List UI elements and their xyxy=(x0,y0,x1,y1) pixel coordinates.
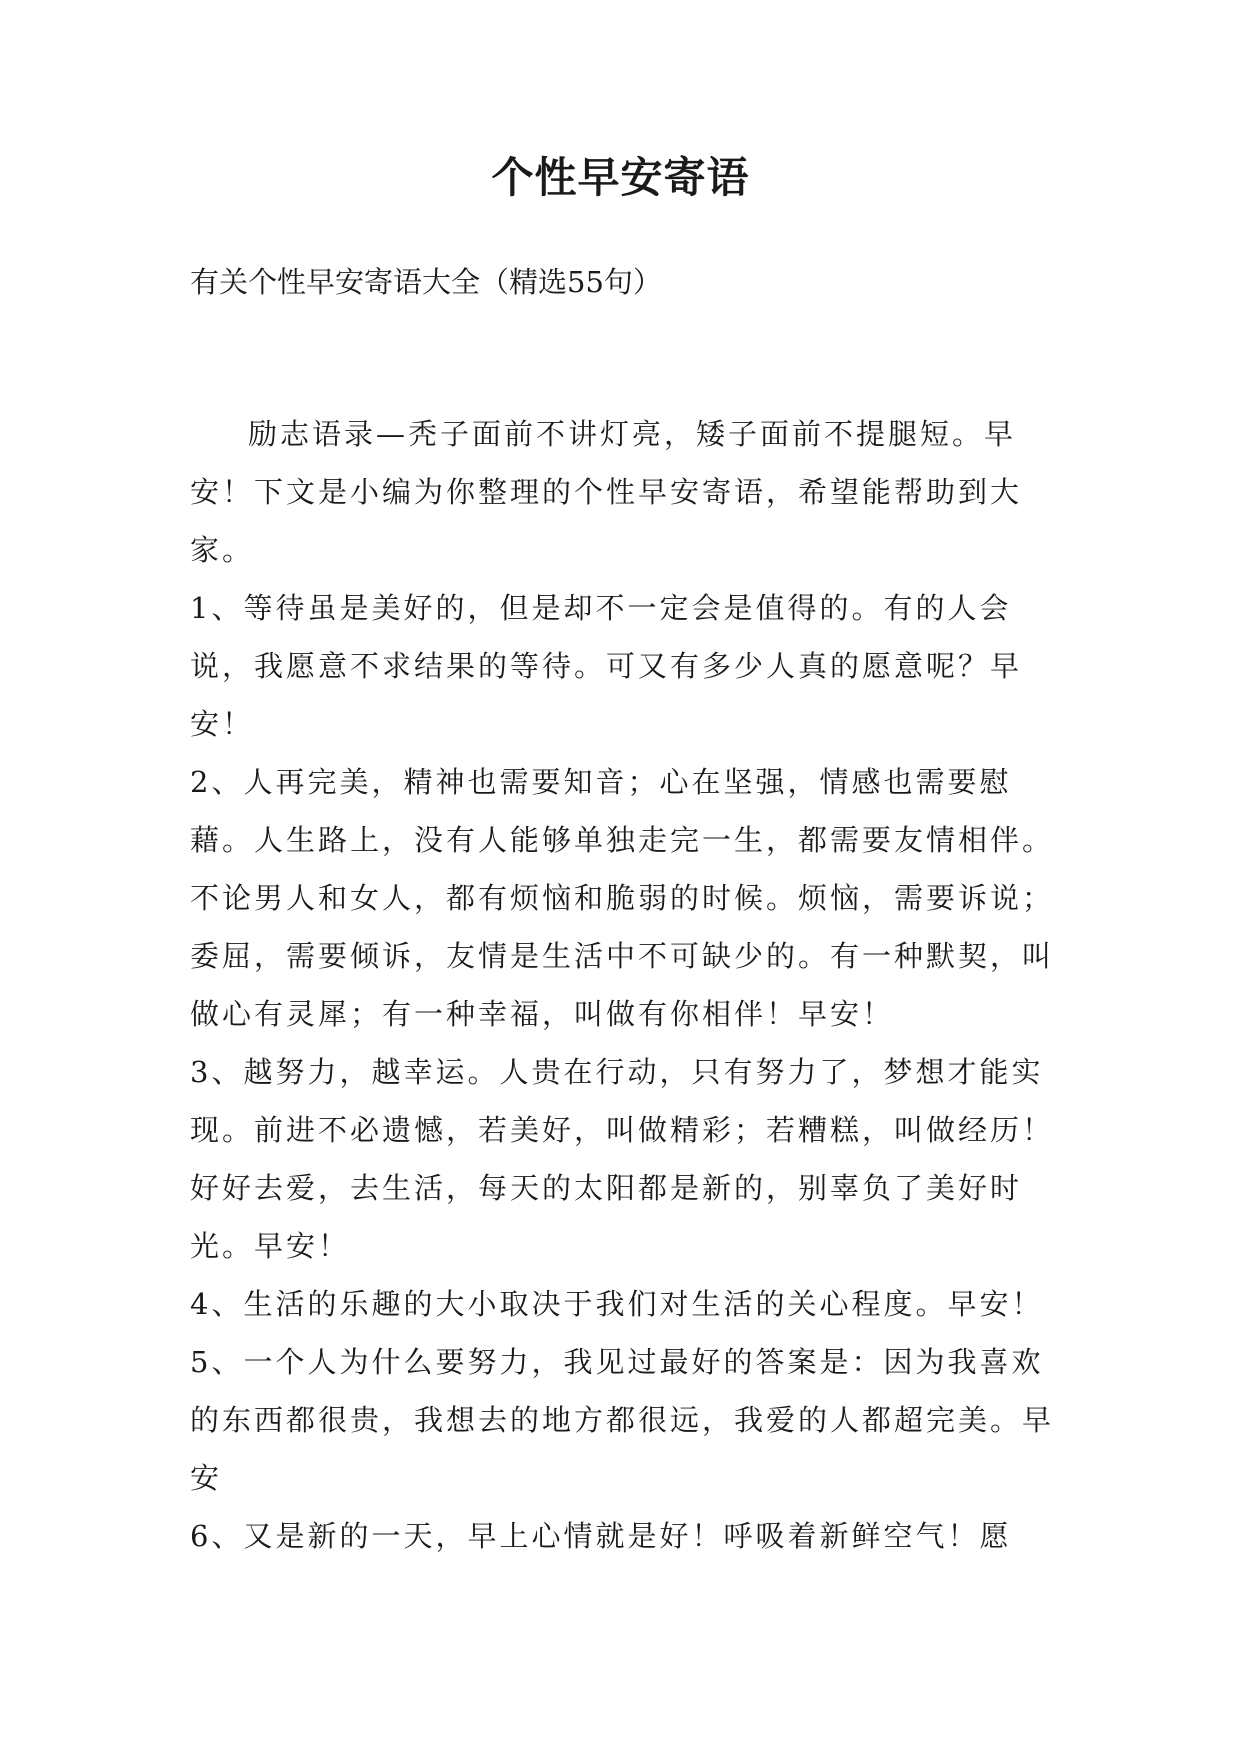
list-item: 3、越努力，越幸运。人贵在行动，只有努力了，梦想才能实现。前进不必遗憾，若美好，叫做精彩；若糟糕，叫做经历！好好去爱，去生活，每天的太阳都是新的，别辜负了美好时光。早安！ xyxy=(190,1055,1055,1263)
list-item: 6、又是新的一天，早上心情就是好！呼吸着新鲜空气！愿 xyxy=(190,1519,1012,1553)
page-title: 个性早安寄语 xyxy=(491,153,750,202)
list-item: 1、等待虽是美好的，但是却不一定会是值得的。有的人会说，我愿意不求结果的等待。可又有多少人真的愿意呢？早安！ xyxy=(190,591,1023,741)
intro-paragraph: 励志语录—秃子面前不讲灯亮，矮子面前不提腿短。早安！下文是小编为你整理的个性早安寄语，希望能帮助到大家。 xyxy=(190,417,1023,567)
list-item: 5、一个人为什么要努力，我见过最好的答案是：因为我喜欢的东西都很贵，我想去的地方都很远，我爱的人都超完美。早安 xyxy=(190,1345,1055,1495)
document-subtitle: 有关个性早安寄语大全（精选55句） xyxy=(190,265,662,299)
document-body xyxy=(190,405,1070,1565)
list-item: 2、人再完美，精神也需要知音；心在坚强，情感也需要慰藉。人生路上，没有人能够单独走完一生，都需要友情相伴。不论男人和女人，都有烦恼和脆弱的时候。烦恼，需要诉说；委屈，需要倾诉，友情是生活中不可缺少的。有一种默契，叫做心有灵犀；有一种幸福，叫做有你相伴！早安！ xyxy=(190,765,1055,1031)
list-item: 4、生活的乐趣的大小取决于我们对生活的关心程度。早安！ xyxy=(190,1287,1044,1321)
